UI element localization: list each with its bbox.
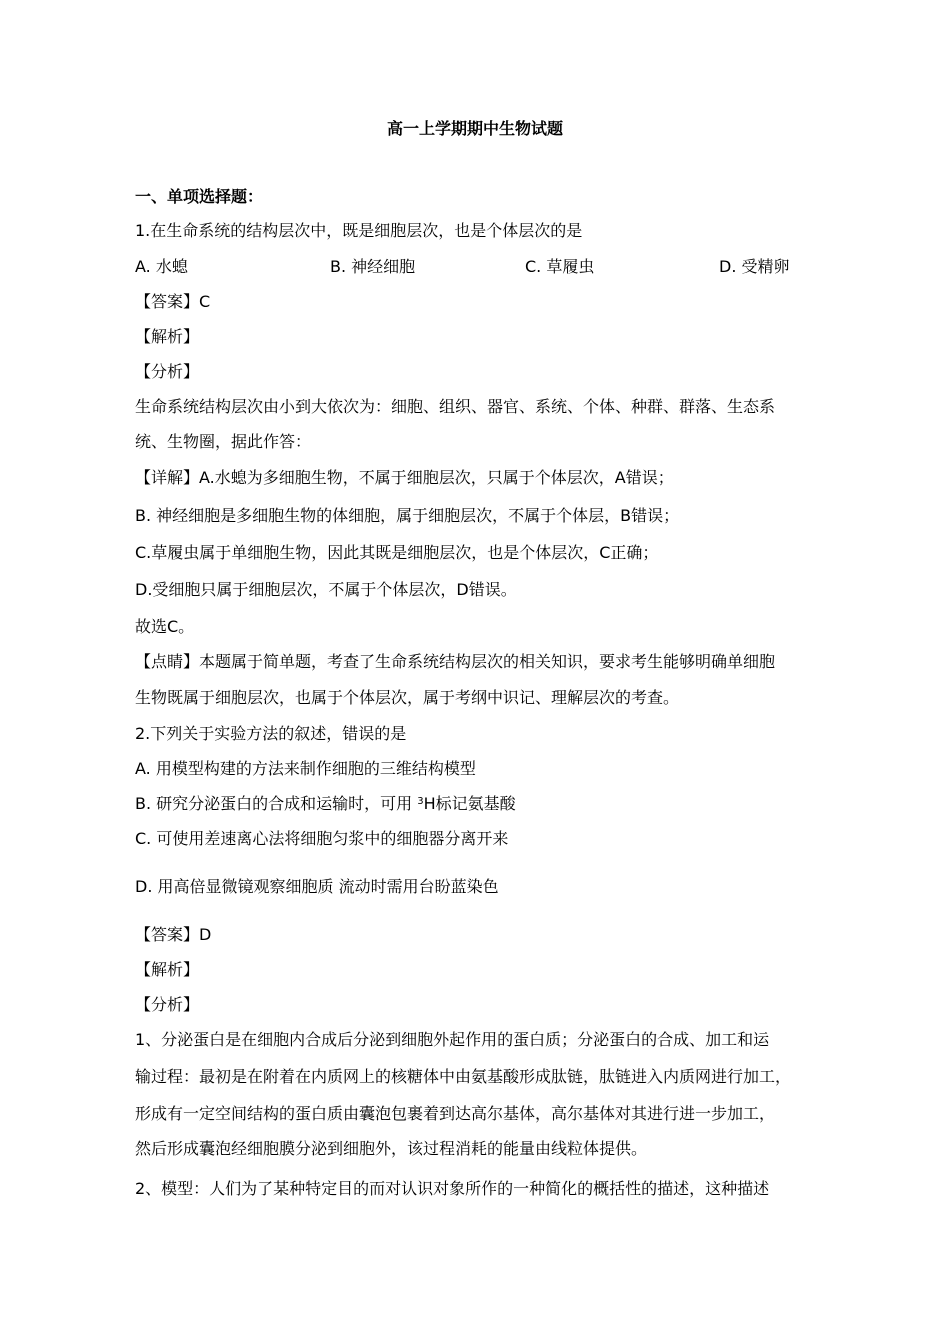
q1-analysis-line: 统、生物圈，据此作答： [135, 432, 312, 451]
section-heading: 一、单项选择题： [135, 187, 264, 206]
q2-answer: 【答案】D [135, 925, 212, 944]
q1-dianjing-line: 【点睛】本题属于简单题，考查了生命系统结构层次的相关知识，要求考生能够明确单细胞 [135, 652, 776, 671]
q2-option-a: A. 用模型构建的方法来制作细胞的三维结构模型 [135, 759, 476, 778]
q1-option-d: D. 受精卵 [719, 257, 790, 276]
q1-option-b: B. 神经细胞 [330, 257, 416, 276]
q2-analysis-line: 输过程：最初是在附着在内质网上的核糖体中由氨基酸形成肽链，肽链进入内质网进行加工， [135, 1067, 792, 1086]
q1-dianjing-line: 生物既属于细胞层次，也属于个体层次，属于考纲中识记、理解层次的考查。 [135, 688, 680, 707]
q2-analysis-line: 2、模型：人们为了某种特定目的而对认识对象所作的一种简化的概括性的描述，这种描述 [135, 1179, 770, 1198]
q2-option-b [135, 793, 825, 815]
q2-jiexi-label: 【解析】 [135, 960, 200, 979]
q2-option-d: D. 用高倍显微镜观察细胞质 流动时需用台盼蓝染色 [135, 877, 499, 896]
q1-fenxi-label: 【分析】 [135, 362, 200, 381]
q2-analysis-line: 1、分泌蛋白是在细胞内合成后分泌到细胞外起作用的蛋白质；分泌蛋白的合成、加工和运 [135, 1030, 770, 1049]
q2-option-c: C. 可使用差速离心法将细胞匀浆中的细胞器分离开来 [135, 829, 509, 848]
q2-option-b-text: B. 研究分泌蛋白的合成和运输时，可用 [135, 794, 418, 813]
q1-answer: 【答案】C [135, 292, 211, 311]
q1-conclusion: 故选C。 [135, 617, 195, 636]
q1-detail-line: C.草履虫属于单细胞生物，因此其既是细胞层次，也是个体层次，C正确； [135, 543, 659, 562]
q2-option-b-text-end: H标记氨基酸 [423, 794, 516, 813]
q1-option-c: C. 草履虫 [525, 257, 595, 276]
q1-option-a: A. 水螅 [135, 257, 188, 276]
q1-stem: 1.在生命系统的结构层次中，既是细胞层次，也是个体层次的是 [135, 221, 583, 240]
q1-detail-line: 【详解】A.水螅为多细胞生物，不属于细胞层次，只属于个体层次，A错误； [135, 468, 674, 487]
q2-analysis-line: 然后形成囊泡经细胞膜分泌到细胞外，该过程消耗的能量由线粒体提供。 [135, 1139, 648, 1158]
q1-analysis-line: 生命系统结构层次由小到大依次为：细胞、组织、器官、系统、个体、种群、群落、生态系 [135, 397, 776, 416]
q2-stem: 2.下列关于实验方法的叙述，错误的是 [135, 724, 407, 743]
q1-detail-line: D.受细胞只属于细胞层次，不属于个体层次，D错误。 [135, 580, 517, 599]
page-title: 高一上学期期中生物试题 [386, 119, 563, 138]
q2-option-b-superscript: 3 [417, 796, 424, 807]
q1-detail-line: B. 神经细胞是多细胞生物的体细胞，属于细胞层次，不属于个体层，B错误； [135, 506, 680, 525]
q2-analysis-line: 形成有一定空间结构的蛋白质由囊泡包裹着到达高尔基体，高尔基体对其进行进一步加工， [135, 1104, 776, 1123]
q2-fenxi-label: 【分析】 [135, 995, 200, 1014]
q1-jiexi-label: 【解析】 [135, 327, 200, 346]
